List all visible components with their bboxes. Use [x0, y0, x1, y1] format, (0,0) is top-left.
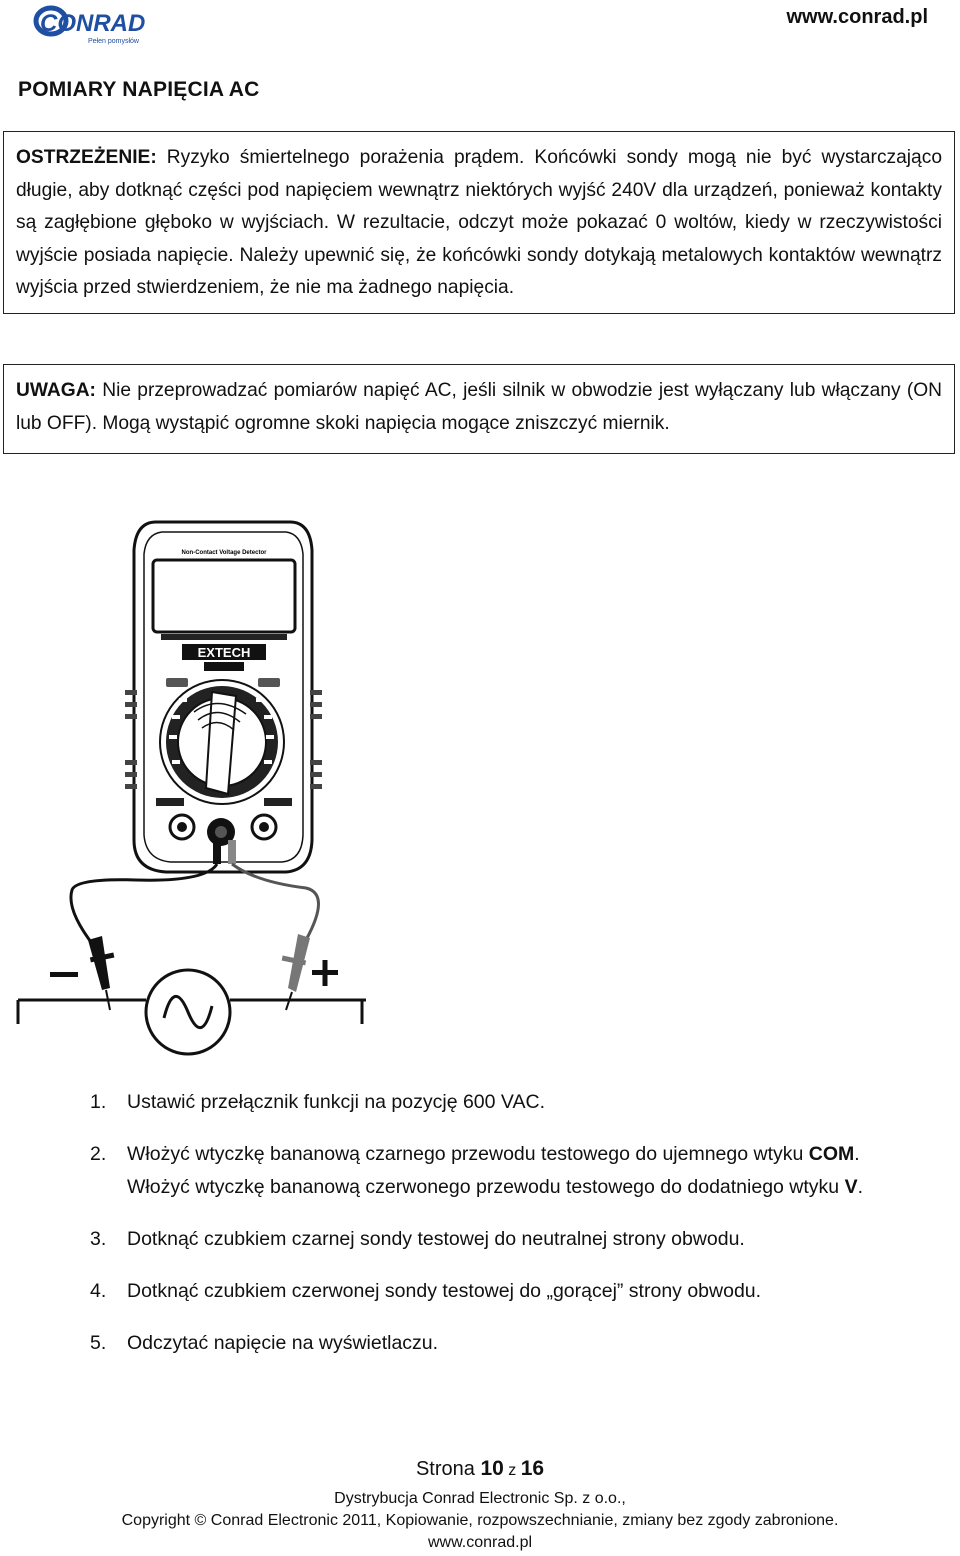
step-number: 3. [90, 1228, 107, 1250]
step-text: Ustawić przełącznik funkcji na pozycję 600 VAC. [127, 1091, 545, 1113]
meter-brand: EXTECH [197, 645, 251, 660]
page-total: 16 [520, 1457, 545, 1480]
footer-distributor: Dystrybucja Conrad Electronic Sp. z o.o., [334, 1490, 626, 1507]
note-box [3, 364, 955, 454]
note-label: UWAGA: [16, 380, 96, 401]
black-lead [71, 864, 217, 946]
step-text: Odczytać napięcie na wyświetlaczu. [127, 1332, 439, 1354]
note-text: Nie przeprowadzać pomiarów napięć AC, jeśli silnik w obwodzie jest wyłączany lub włączany (ON lub OFF). Mogą wystąpić ogromne skoki napięcia mogące zniszczyć miernik. [16, 380, 942, 434]
meter-caption: Non-Contact Voltage Detector [181, 550, 267, 556]
logo-text: CONRAD [40, 10, 146, 37]
step-text: Dotknąć czubkiem czerwonej sondy testowej do „gorącej” strony obwodu. [127, 1280, 762, 1302]
step-number: 2. [90, 1143, 107, 1165]
warning-label: OSTRZEŻENIE: [16, 147, 157, 168]
step-2 [90, 1138, 952, 1204]
plus-sign [312, 960, 338, 986]
step-number: 4. [90, 1280, 107, 1302]
warning-text: Ryzyko śmiertelnego porażenia prądem. Końcówki sondy mogą nie być wystarczająco długie, aby dotknąć części pod napięciem wewnątrz niektórych wyjść 240V dla urządzeń, ponieważ kontakty są zagłębione głęboko w wyjściach. W rezultacie, odczyt może pokazać 0 woltów, kiedy w rzeczywistości wyjście posiada napięcie. Należy upewnić się, że końcówki sondy dotykają metalowych kontaktów wewnątrz wyjścia przed stwierdzeniem, że nie ma żadnego napięcia. [16, 147, 942, 298]
step-number: 1. [90, 1091, 107, 1113]
page-sep: z [503, 1462, 521, 1479]
steps-list [90, 1086, 952, 1379]
step-text [127, 1138, 952, 1204]
multimeter-diagram [6, 510, 366, 1070]
step-3 [90, 1223, 952, 1256]
page-prefix: Strona [415, 1458, 481, 1480]
warning-box [3, 131, 955, 314]
v-label: V [844, 1176, 858, 1198]
page-number [0, 1457, 960, 1481]
minus-sign [50, 972, 78, 977]
footer-url[interactable]: www.conrad.pl [427, 1534, 533, 1551]
site-url[interactable]: www.conrad.pl [786, 6, 928, 28]
step-1 [90, 1086, 952, 1119]
page-current: 10 [480, 1457, 504, 1480]
com-label: COM [808, 1143, 855, 1165]
step-2-punct-b: . [857, 1176, 864, 1198]
step-2-punct-a: . [854, 1143, 860, 1165]
footer-copyright: Copyright © Conrad Electronic 2011, Kopiowanie, rozpowszechnianie, zmiany bez zgody zabronione. [121, 1512, 839, 1529]
meter-display [153, 560, 295, 632]
step-2-line-a: Włożyć wtyczkę bananową czarnego przewodu testowego do ujemnego wtyku [127, 1143, 809, 1165]
logo-tagline: Pełen pomysłów [88, 38, 139, 45]
section-title: POMIARY NAPIĘCIA AC [18, 78, 260, 101]
step-text: Dotknąć czubkiem czarnej sondy testowej do neutralnej strony obwodu. [127, 1228, 745, 1250]
step-5 [90, 1327, 952, 1360]
conrad-logo [32, 4, 162, 46]
step-2-line-b: Włożyć wtyczkę bananową czerwonego przewodu testowego do dodatniego wtyku [127, 1176, 845, 1198]
red-lead [232, 864, 319, 940]
step-number: 5. [90, 1332, 107, 1354]
black-probe [88, 936, 110, 990]
step-4 [90, 1275, 952, 1308]
